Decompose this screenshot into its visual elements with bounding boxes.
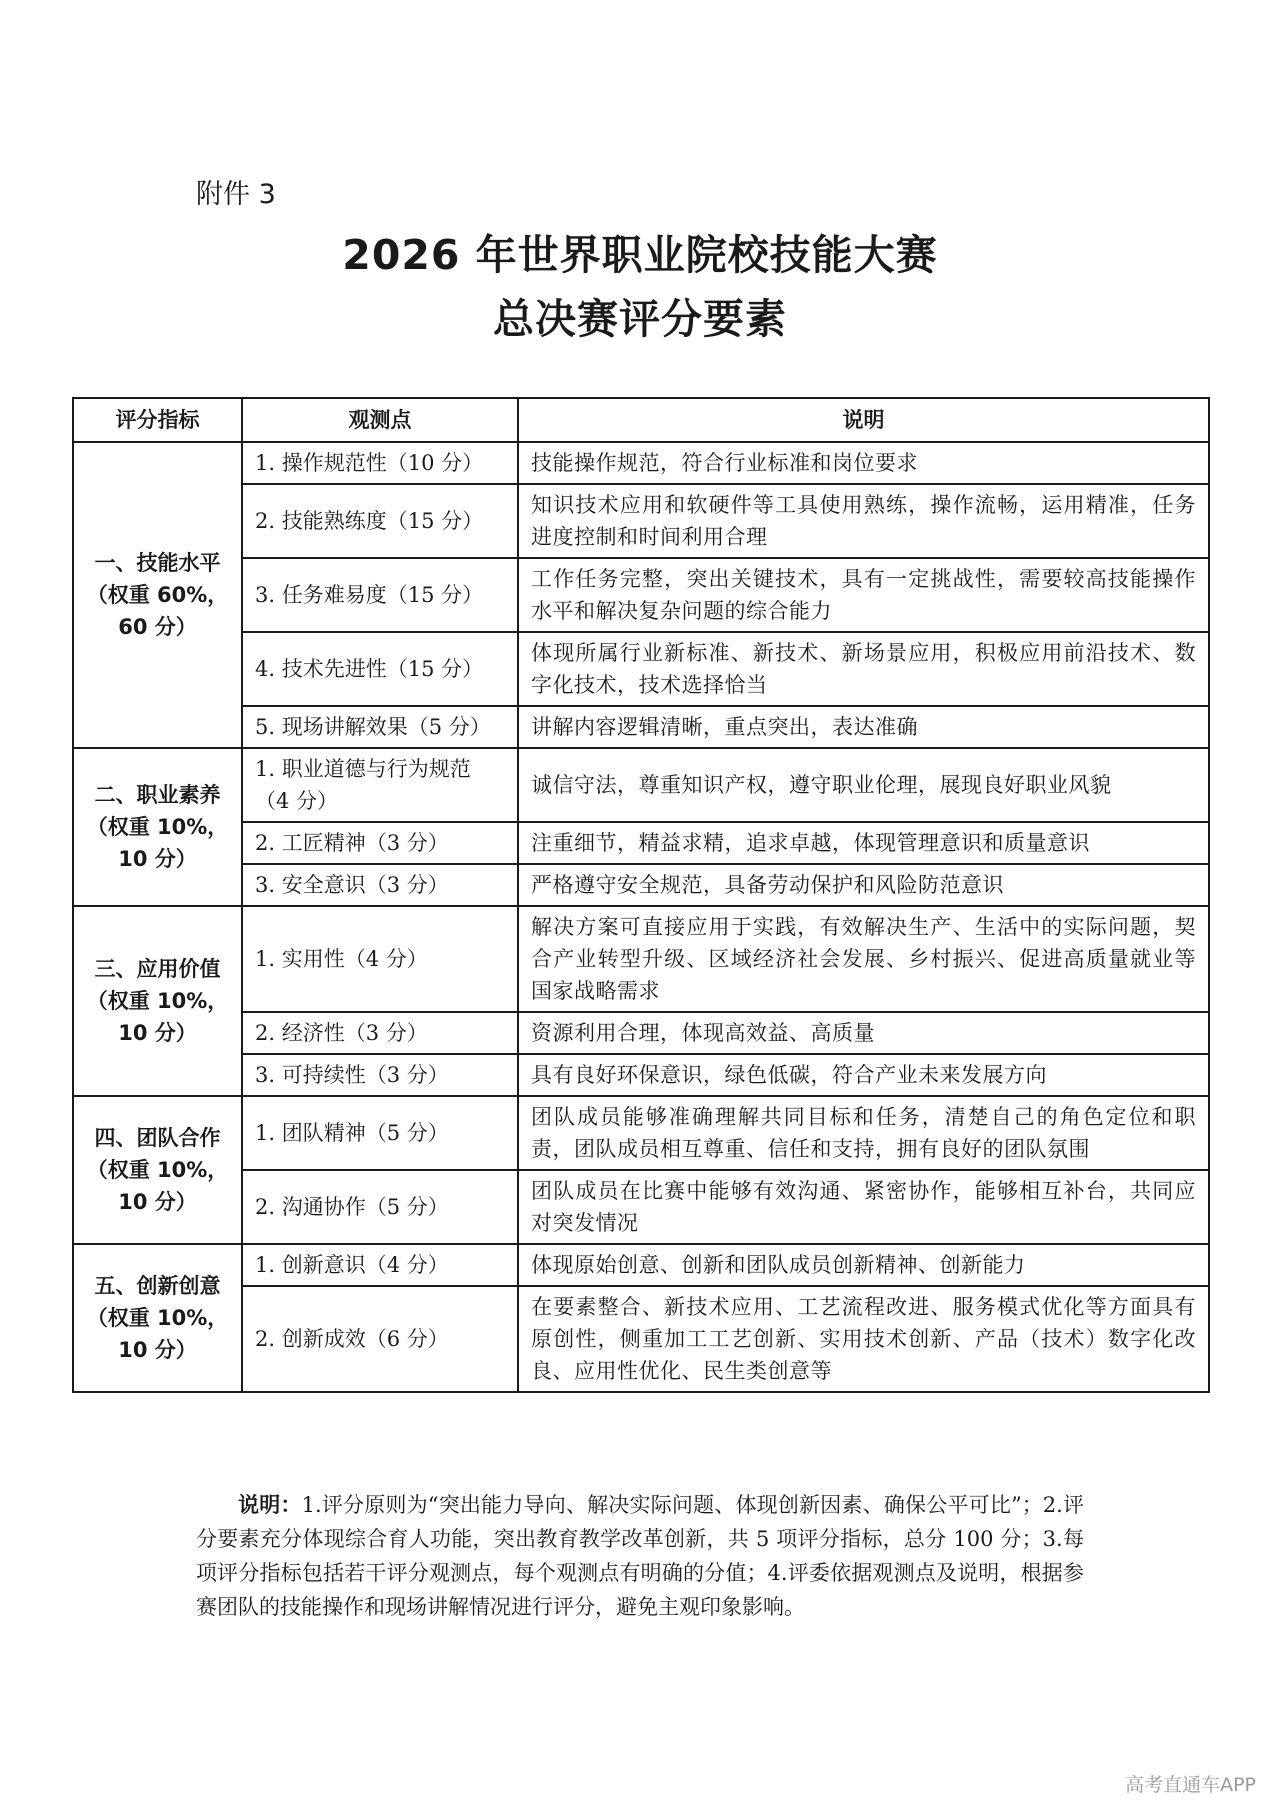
observation-line: 1. 实用性（4 分） <box>255 947 428 971</box>
description-cell: 解决方案可直接应用于实践，有效解决生产、生活中的实际问题，契合产业转型升级、区域经济社会发展、乡村振兴、促进高质量就业等国家战略需求 <box>518 906 1209 1012</box>
observation-cell <box>242 1096 518 1170</box>
note-text: 1.评分原则为“突出能力导向、解决实际问题、体现创新因素、确保公平可比”；2.评分要素充分体现综合育人功能，突出教育教学改革创新，共 5 项评分指标，总分 100 分；3.每项评分指标包括若干评分观测点，每个观测点有明确的分值；4.评委依据观测点及说明，根据参赛团队的技能操作和现场讲解情况进行评分，避免主观印象影响。 <box>196 1493 1084 1619</box>
indicator-line: 10 分） <box>118 1190 197 1214</box>
indicator-line: 10 分） <box>118 847 197 871</box>
indicator-line: 60 分） <box>118 615 197 639</box>
header-observation: 观测点 <box>242 398 518 442</box>
document-title: 2026 年世界职业院校技能大赛 <box>342 231 938 279</box>
indicator-cell <box>73 906 242 1096</box>
description-cell: 工作任务完整，突出关键技术，具有一定挑战性，需要较高技能操作水平和解决复杂问题的综合能力 <box>518 558 1209 632</box>
description-cell: 严格遵守安全规范，具备劳动保护和风险防范意识 <box>518 864 1209 906</box>
indicator-line: 四、团队合作 <box>94 1126 221 1150</box>
indicator-line: 五、创新创意 <box>94 1274 221 1298</box>
indicator-line: （权重 60%， <box>86 583 229 607</box>
indicator-line: 三、应用价值 <box>94 957 221 981</box>
document-subtitle: 总决赛评分要素 <box>493 295 787 343</box>
description-cell: 资源利用合理，体现高效益、高质量 <box>518 1012 1209 1054</box>
indicator-cell <box>73 442 242 748</box>
observation-cell <box>242 706 518 748</box>
watermark: 高考直通车APP <box>1125 1774 1256 1796</box>
observation-cell <box>242 1286 518 1392</box>
table-row <box>73 558 1209 632</box>
observation-line: 4. 技术先进性（15 分） <box>255 657 484 681</box>
table-row <box>73 442 1209 484</box>
table-row <box>73 1096 1209 1170</box>
observation-cell <box>242 1012 518 1054</box>
observation-line: 2. 沟通协作（5 分） <box>255 1195 449 1219</box>
indicator-line: （权重 10%， <box>86 1158 229 1182</box>
observation-line: 3. 任务难易度（15 分） <box>255 583 484 607</box>
observation-cell <box>242 632 518 706</box>
indicator-line: （权重 10%， <box>86 815 229 839</box>
explanation-note <box>196 1488 1084 1624</box>
indicator-cell <box>73 748 242 906</box>
table-row <box>73 706 1209 748</box>
note-label: 说明： <box>238 1493 302 1517</box>
indicator-line: （权重 10%， <box>86 1306 229 1330</box>
observation-line: 5. 现场讲解效果（5 分） <box>255 715 491 739</box>
description-cell: 团队成员在比赛中能够有效沟通、紧密协作，能够相互补台，共同应对突发情况 <box>518 1170 1209 1244</box>
observation-cell <box>242 558 518 632</box>
table-row <box>73 632 1209 706</box>
description-cell: 在要素整合、新技术应用、工艺流程改进、服务模式优化等方面具有原创性，侧重加工工艺创新、实用技术创新、产品（技术）数字化改良、应用性优化、民生类创意等 <box>518 1286 1209 1392</box>
indicator-cell <box>73 1244 242 1392</box>
table-body <box>73 442 1209 1392</box>
description-cell: 知识技术应用和软硬件等工具使用熟练，操作流畅，运用精准，任务进度控制和时间利用合理 <box>518 484 1209 558</box>
observation-cell <box>242 1244 518 1286</box>
table-row <box>73 484 1209 558</box>
observation-line: 1. 职业道德与行为规范 <box>255 757 471 781</box>
header-description: 说明 <box>518 398 1209 442</box>
observation-line: 2. 创新成效（6 分） <box>255 1327 449 1351</box>
observation-line: 1. 创新意识（4 分） <box>255 1253 449 1277</box>
table-row <box>73 1244 1209 1286</box>
description-cell: 注重细节，精益求精，追求卓越，体现管理意识和质量意识 <box>518 822 1209 864</box>
table-header-row <box>73 398 1209 442</box>
indicator-line: 10 分） <box>118 1338 197 1362</box>
table-row <box>73 1286 1209 1392</box>
observation-cell <box>242 1170 518 1244</box>
table-row <box>73 822 1209 864</box>
table-row <box>73 906 1209 1012</box>
observation-cell <box>242 906 518 1012</box>
indicator-line: 一、技能水平 <box>94 551 221 575</box>
description-cell: 诚信守法，尊重知识产权，遵守职业伦理，展现良好职业风貌 <box>518 748 1209 822</box>
description-cell: 讲解内容逻辑清晰，重点突出，表达准确 <box>518 706 1209 748</box>
observation-cell <box>242 442 518 484</box>
observation-line: 2. 工匠精神（3 分） <box>255 831 449 855</box>
description-cell: 体现原始创意、创新和团队成员创新精神、创新能力 <box>518 1244 1209 1286</box>
table-row <box>73 748 1209 822</box>
observation-cell <box>242 822 518 864</box>
table-row <box>73 1170 1209 1244</box>
indicator-line: 10 分） <box>118 1021 197 1045</box>
observation-line: 3. 可持续性（3 分） <box>255 1063 449 1087</box>
observation-line: 1. 团队精神（5 分） <box>255 1121 449 1145</box>
description-cell: 体现所属行业新标准、新技术、新场景应用，积极应用前沿技术、数字化技术，技术选择恰当 <box>518 632 1209 706</box>
header-indicator: 评分指标 <box>73 398 242 442</box>
observation-line: （4 分） <box>255 789 339 813</box>
observation-line: 2. 技能熟练度（15 分） <box>255 509 484 533</box>
table-row <box>73 864 1209 906</box>
description-cell: 团队成员能够准确理解共同目标和任务，清楚自己的角色定位和职责，团队成员相互尊重、信任和支持，拥有良好的团队氛围 <box>518 1096 1209 1170</box>
observation-line: 1. 操作规范性（10 分） <box>255 451 484 475</box>
indicator-line: （权重 10%， <box>86 989 229 1013</box>
table-row <box>73 1012 1209 1054</box>
observation-cell <box>242 1054 518 1096</box>
scoring-table <box>72 397 1210 1393</box>
table-row <box>73 1054 1209 1096</box>
observation-line: 2. 经济性（3 分） <box>255 1021 428 1045</box>
attachment-label: 附件 3 <box>196 179 276 210</box>
indicator-cell <box>73 1096 242 1244</box>
description-cell: 技能操作规范，符合行业标准和岗位要求 <box>518 442 1209 484</box>
observation-cell <box>242 864 518 906</box>
observation-cell <box>242 484 518 558</box>
indicator-line: 二、职业素养 <box>94 783 221 807</box>
description-cell: 具有良好环保意识，绿色低碳，符合产业未来发展方向 <box>518 1054 1209 1096</box>
observation-cell <box>242 748 518 822</box>
observation-line: 3. 安全意识（3 分） <box>255 873 449 897</box>
